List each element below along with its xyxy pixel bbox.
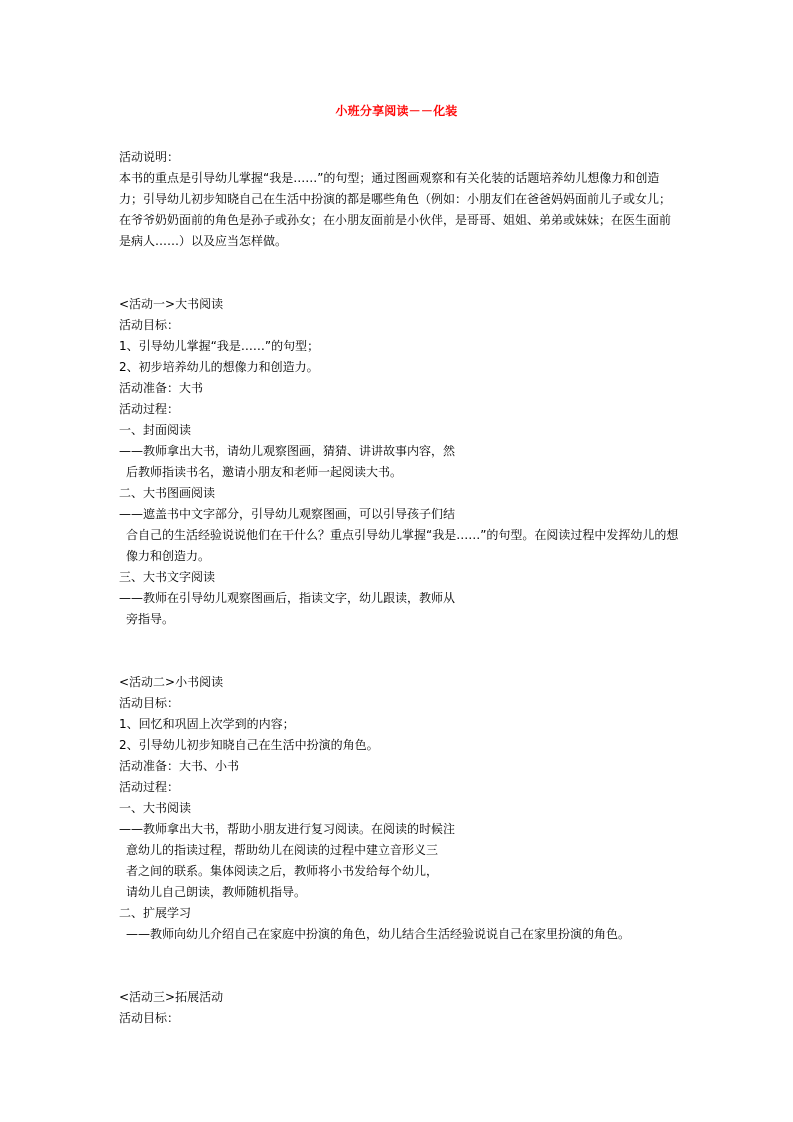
activity2-step1-line1: ——教师拿出大书，帮助小朋友进行复习阅读。在阅读的时候注 (119, 822, 456, 836)
activity1-step1-title: 一、封面阅读 (119, 423, 192, 437)
document-body (119, 147, 679, 1029)
activity1-goal2: 2、初步培养幼儿的想像力和创造力。 (119, 360, 319, 374)
activity1-step3-title: 三、大书文字阅读 (119, 570, 216, 584)
activity2-step1-title: 一、大书阅读 (119, 801, 192, 815)
activity2-goal1: 1、回忆和巩固上次学到的内容； (119, 717, 295, 731)
activity1-step1-line2: 后教师指读书名，邀请小朋友和老师一起阅读大书。 (126, 465, 403, 479)
section-gap (119, 630, 679, 672)
activity1-step1-line1: ——教师拿出大书，请幼儿观察图画，猜猜、讲讲故事内容，然 (119, 444, 456, 458)
intro-label: 活动说明： (119, 150, 180, 164)
activity2-process-label: 活动过程： (119, 780, 180, 794)
section-gap (119, 945, 679, 987)
activity1-step3-line1: ——教师在引导幼儿观察图画后，指读文字，幼儿跟读，教师从 (119, 591, 456, 605)
activity2-step1-line4: 请幼儿自己朗读，教师随机指导。 (126, 885, 307, 899)
activity1-step2-line2: 合自己的生活经验说说他们在干什么？重点引导幼儿掌握“我是……”的句型。在阅读过程中发挥幼儿的想像力和创造力。 (126, 528, 679, 563)
document-title: 小班分享阅读－－化装 (335, 104, 458, 118)
activity2-step2-line1: ——教师向幼儿介绍自己在家庭中扮演的角色，幼儿结合生活经验说说自己在家里扮演的角色。 (126, 927, 631, 941)
activity1-header: <活动一>大书阅读 (119, 297, 224, 311)
activity2-step2-title: 二、扩展学习 (119, 906, 192, 920)
activity2-goal2: 2、引导幼儿初步知晓自己在生活中扮演的角色。 (119, 738, 379, 752)
activity1-prep: 活动准备：大书 (119, 381, 204, 395)
activity2-step1-line3: 者之间的联系。集体阅读之后，教师将小书发给每个幼儿， (126, 864, 439, 878)
activity1-goal1: 1、引导幼儿掌握“我是……”的句型； (119, 339, 320, 353)
activity1-goal-label: 活动目标： (119, 318, 180, 332)
activity2-step1-line2: 意幼儿的指读过程，帮助幼儿在阅读的过程中建立音形义三 (126, 843, 439, 857)
activity1-step3-line2: 旁指导。 (126, 612, 175, 626)
intro-paragraph: 本书的重点是引导幼儿掌握“我是……”的句型；通过图画观察和有关化装的话题培养幼儿想像力和创造力；引导幼儿初步知晓自己在生活中扮演的都是哪些角色（例如：小朋友们在爸爸妈妈面前儿子或女儿；在爷爷奶奶面前的角色是孙子或孙女；在小朋友面前是小伙伴，是哥哥、姐姐、弟弟或妹妹；在医生面前是病人……）以及应当怎样做。 (119, 171, 672, 248)
activity2-header: <活动二>小书阅读 (119, 675, 224, 689)
activity1-step2-title: 二、大书图画阅读 (119, 486, 216, 500)
activity2-prep: 活动准备：大书、小书 (119, 759, 240, 773)
activity1-process-label: 活动过程： (119, 402, 180, 416)
section-gap (119, 252, 679, 294)
activity3-goal-label: 活动目标： (119, 1011, 180, 1025)
activity2-goal-label: 活动目标： (119, 696, 180, 710)
activity1-step2-line1: ——遮盖书中文字部分，引导幼儿观察图画，可以引导孩子们结 (119, 507, 456, 521)
activity3-header: <活动三>拓展活动 (119, 990, 224, 1004)
